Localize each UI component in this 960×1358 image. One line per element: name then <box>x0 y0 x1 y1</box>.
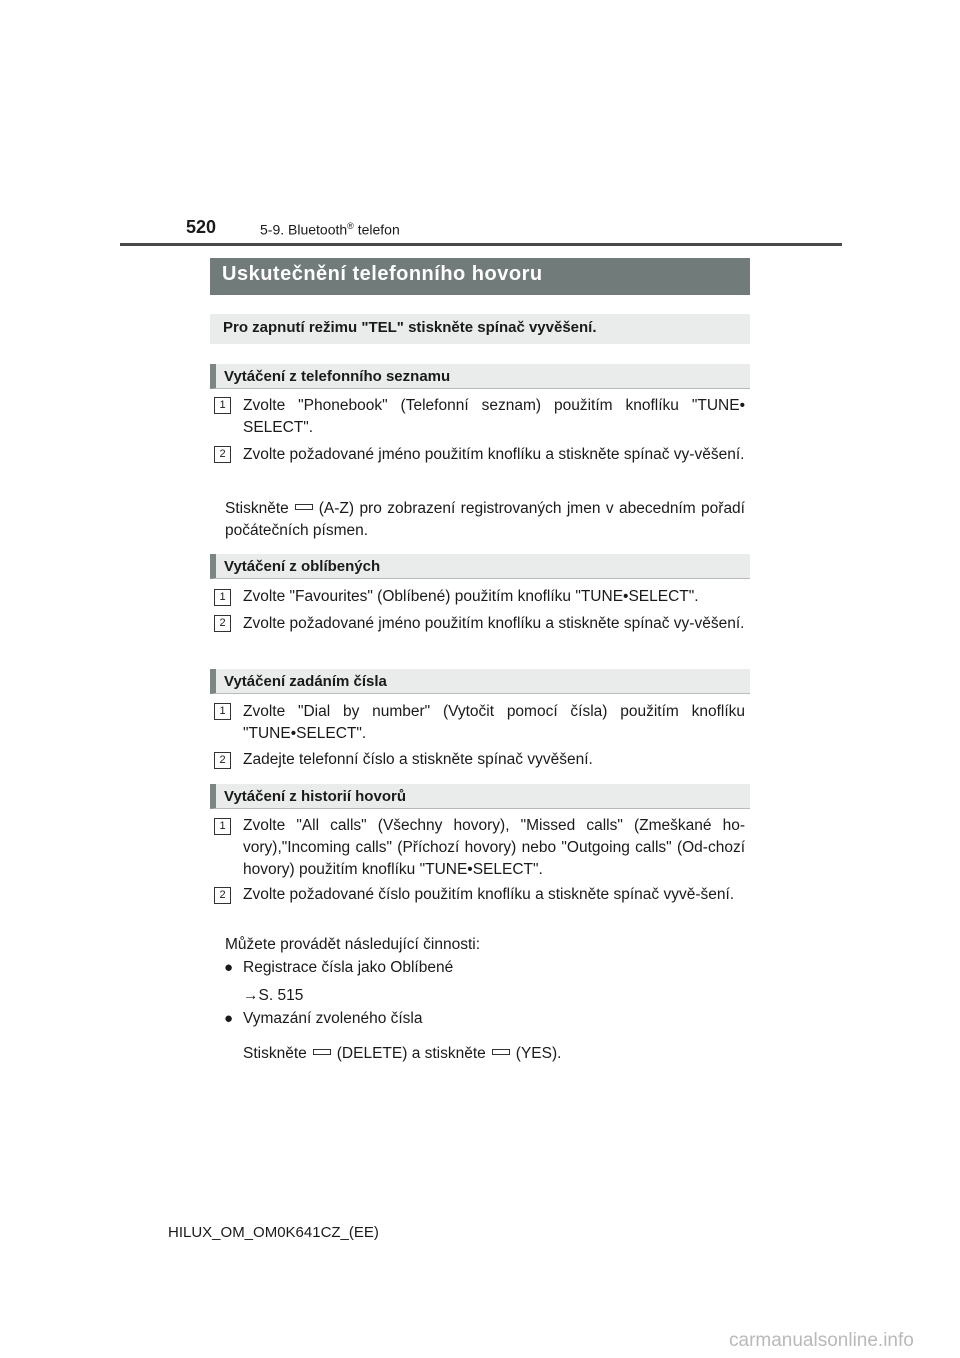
step-number: 1 <box>214 589 231 606</box>
step-text: Zvolte požadované číslo použitím knoflíku a stiskněte spínač vyvě-šení. <box>243 886 735 903</box>
step-text: Zvolte "Phonebook" (Telefonní seznam) použitím knoflíku "TUNE• SELECT". <box>243 397 745 436</box>
step-number: 1 <box>214 703 231 720</box>
section-heading-call-history: Vytáčení z historií hovorů <box>210 784 750 809</box>
page-title: Uskutečnění telefonního hovoru <box>210 258 750 295</box>
note-after: (A-Z) pro zobrazení registrovaných jmen v abecedním pořadí počátečních písmen. <box>225 500 745 539</box>
step-text: Zvolte "Dial by number" (Vytočit pomocí čísla) použitím knoflíku "TUNE•SELECT". <box>243 703 745 742</box>
page-number: 520 <box>186 217 217 237</box>
step-text: Zvolte "Favourites" (Oblíbené) použitím knoflíku "TUNE•SELECT". <box>243 588 699 605</box>
document-code: HILUX_OM_OM0K641CZ_(EE) <box>168 1224 379 1241</box>
note-before: Stiskněte <box>225 500 289 517</box>
section-heading-phonebook: Vytáčení z telefonního seznamu <box>210 364 750 389</box>
section-name: 5-9. Bluetooth <box>260 221 348 238</box>
section-heading-favourites: Vytáčení z oblíbených <box>210 554 750 579</box>
note-text <box>225 498 745 542</box>
step-text: Zvolte požadované jméno použitím knoflíku a stiskněte spínač vy-věšení. <box>243 446 745 463</box>
intro-box: Pro zapnutí režimu "TEL" stiskněte spínač vyvěšení. <box>210 314 750 344</box>
actions-intro: Můžete provádět následující činnosti: <box>225 936 481 953</box>
section-heading-dial-number: Vytáčení zadáním čísla <box>210 669 750 694</box>
step-number: 2 <box>214 887 231 904</box>
bullet-icon: ● <box>224 1010 234 1027</box>
instruction-before: Stiskněte <box>243 1045 307 1062</box>
page-reference: →S. 515 <box>243 987 304 1004</box>
button-icon <box>295 504 313 510</box>
instruction-middle: (DELETE) a stiskněte <box>336 1045 486 1062</box>
step-number: 1 <box>214 818 231 835</box>
step-number: 2 <box>214 615 231 632</box>
button-icon <box>492 1049 510 1055</box>
watermark: carmanualsonline.info <box>729 1330 914 1351</box>
step-number: 1 <box>214 397 231 414</box>
bullet-text: Vymazání zvoleného čísla <box>243 1010 423 1027</box>
registered-mark: ® <box>347 221 354 231</box>
section-suffix: telefon <box>353 221 400 238</box>
step-text: Zvolte "All calls" (Všechny hovory), "Missed calls" (Zmeškané ho-vory),"Incoming calls" (Příchozí hovory) nebo "Outgoing calls" (Od-chozí hovory) použitím knoflíku "TUNE•SELECT". <box>243 817 745 878</box>
section-path <box>260 221 400 238</box>
delete-instruction <box>243 1043 745 1065</box>
header-rule <box>120 243 842 246</box>
step-number: 2 <box>214 446 231 463</box>
step-number: 2 <box>214 752 231 769</box>
button-icon <box>313 1049 331 1055</box>
bullet-icon: ● <box>224 959 234 976</box>
step-text: Zvolte požadované jméno použitím knoflíku a stiskněte spínač vy-věšení. <box>243 615 745 632</box>
bullet-text: Registrace čísla jako Oblíbené <box>243 959 454 976</box>
instruction-after: (YES). <box>515 1045 562 1062</box>
step-text: Zadejte telefonní číslo a stiskněte spínač vyvěšení. <box>243 751 593 768</box>
